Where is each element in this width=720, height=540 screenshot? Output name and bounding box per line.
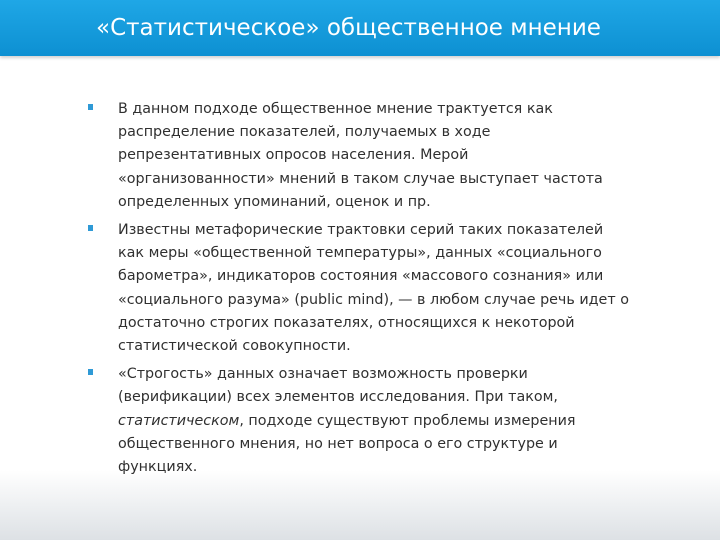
- bullet-line: как меры «общественной температуры», данных «социального: [118, 245, 602, 262]
- bullet-square-icon: [88, 369, 93, 375]
- bullet-item: [86, 363, 646, 479]
- bullet-line: функциях.: [118, 459, 198, 476]
- bullet-line: «Строгость» данных означает возможность проверки: [118, 366, 528, 383]
- bullet-line: распределение показателей, получаемых в ходе: [118, 124, 491, 141]
- bullet-line: определенных упоминаний, оценок и пр.: [118, 193, 431, 210]
- bullet-line: Известны метафорические трактовки серий таких показателей: [118, 222, 604, 239]
- bullet-square-icon: [88, 225, 93, 231]
- bullet-item: [86, 98, 646, 214]
- bullet-line: В данном подходе общественное мнение трактуется как: [118, 101, 553, 117]
- bullet-line: репрезентативных опросов населения. Мерой: [118, 147, 469, 164]
- bullet-text: [118, 98, 646, 214]
- bullet-line: барометра», индикаторов состояния «массового сознания» или: [118, 268, 604, 285]
- bullet-text: [118, 363, 646, 479]
- bullet-line: общественного мнения, но нет вопроса о его структуре и: [118, 435, 558, 452]
- bullet-item: [86, 219, 646, 358]
- bullet-line: статистической совокупности.: [118, 338, 351, 355]
- bullet-line: достаточно строгих показателях, относящихся к некоторой: [118, 314, 575, 331]
- title-bar: [0, 0, 720, 56]
- bullet-list: [86, 98, 646, 484]
- bullet-line: «организованности» мнений в таком случае выступает частота: [118, 170, 603, 187]
- bullet-line: статистическом, подходе существуют проблемы измерения: [118, 412, 576, 429]
- bullet-square-icon: [88, 104, 93, 110]
- bullet-line: «социального разума» (public mind), — в любом случае речь идет о: [118, 291, 629, 308]
- slide-title: «Статистическое» общественное мнение: [96, 15, 601, 41]
- bullet-text: [118, 219, 646, 358]
- emphasized-word: статистическом: [118, 412, 240, 429]
- bullet-line: (верификации) всех элементов исследования. При таком,: [118, 389, 558, 406]
